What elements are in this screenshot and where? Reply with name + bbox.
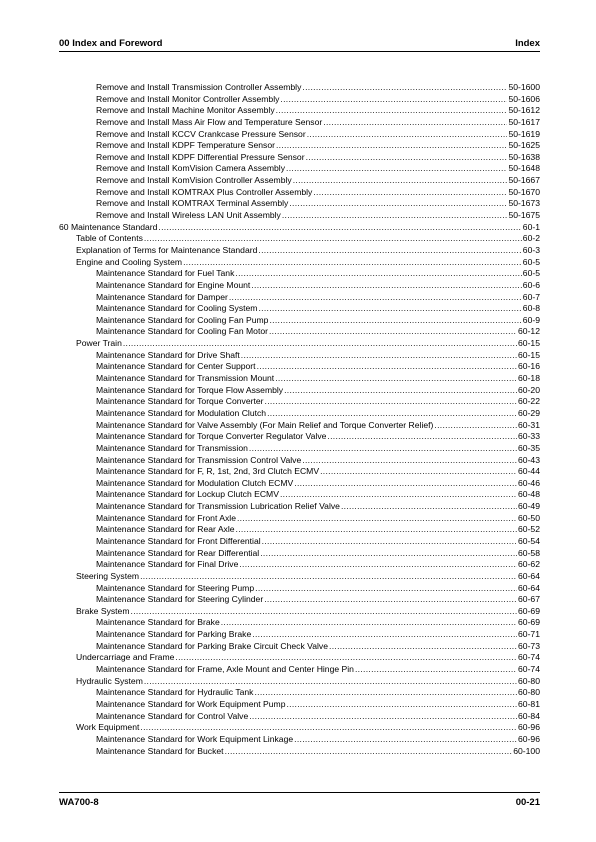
dot-leader <box>276 140 507 152</box>
toc-entry-page: 60-43 <box>518 454 540 465</box>
toc-entry-page: 50-1667 <box>508 175 540 186</box>
toc-entry[interactable] <box>59 326 540 338</box>
toc-entry[interactable] <box>59 233 540 245</box>
toc-entry-title: Maintenance Standard for Brake <box>96 617 220 628</box>
footer-page-number: 00-21 <box>515 797 540 808</box>
toc-entry-title: Maintenance Standard for Cooling Fan Pump <box>96 314 269 325</box>
toc-entry[interactable] <box>59 583 540 595</box>
dot-leader <box>355 664 517 676</box>
toc-entry-title: Maintenance Standard for Cooling System <box>96 303 258 314</box>
toc-entry-title: Remove and Install KDPF Temperature Sensor <box>96 140 275 151</box>
toc-entry[interactable] <box>59 373 540 385</box>
toc-entry-page: 60-15 <box>518 338 540 349</box>
toc-entry-title: Maintenance Standard for Front Axle <box>96 512 236 523</box>
header-section-title: 00 Index and Foreword <box>59 38 163 49</box>
page-footer <box>59 797 540 808</box>
toc-entry[interactable] <box>59 303 540 315</box>
toc-entry-page: 60-2 <box>522 233 540 244</box>
toc-entry-title: Brake System <box>76 605 130 616</box>
toc-entry-title: Maintenance Standard for Hydraulic Tank <box>96 687 254 698</box>
toc-entry-title: Maintenance Standard for Engine Mount <box>96 279 251 290</box>
toc-entry-title: Remove and Install KCCV Crankcase Pressure Sensor <box>96 128 306 139</box>
toc-entry[interactable] <box>59 664 540 676</box>
toc-entry-title: Maintenance Standard for Modulation Clutch <box>96 407 267 418</box>
toc-entry-title: Remove and Install KOMTRAX Plus Controller Assembly <box>96 186 313 197</box>
toc-entry-title: Remove and Install KOMTRAX Terminal Assembly <box>96 198 289 209</box>
toc-entry-title: Maintenance Standard for Torque Converter Regulator Valve <box>96 431 327 442</box>
dot-leader <box>262 536 517 548</box>
dot-leader <box>131 606 518 618</box>
dot-leader <box>289 198 507 210</box>
dot-leader <box>257 361 517 373</box>
toc-entry[interactable] <box>59 676 540 688</box>
toc-entry-title: Maintenance Standard for Final Drive <box>96 559 239 570</box>
toc-entry[interactable] <box>59 117 540 129</box>
dot-leader <box>267 408 517 420</box>
toc-entry[interactable] <box>59 385 540 397</box>
toc-entry-title: Remove and Install KomVision Controller Assembly <box>96 175 292 186</box>
dot-leader <box>241 350 517 362</box>
toc-entry-title: Power Train <box>76 338 122 349</box>
dot-leader <box>239 559 517 571</box>
toc-entry-title: Maintenance Standard for Cooling Fan Motor <box>96 326 268 337</box>
toc-entry[interactable] <box>59 687 540 699</box>
toc-entry-page: 60-5 <box>522 268 540 279</box>
toc-entry-page: 60-9 <box>522 314 540 325</box>
toc-entry-page: 50-1600 <box>508 82 540 92</box>
toc-entry-page: 60-81 <box>518 698 540 709</box>
toc-entry[interactable] <box>59 129 540 141</box>
dot-leader <box>294 734 517 746</box>
toc-entry-title: Maintenance Standard for Bucket <box>96 745 224 756</box>
toc-entry[interactable] <box>59 501 540 513</box>
toc-entry-title: Maintenance Standard for Work Equipment Pump <box>96 698 286 709</box>
header-rule <box>59 51 540 52</box>
toc-entry-title: Maintenance Standard for Center Support <box>96 361 256 372</box>
dot-leader <box>286 699 517 711</box>
dot-leader <box>140 722 517 734</box>
toc-entry-title: Table of Contents <box>76 233 143 244</box>
toc-entry-page: 50-1617 <box>508 116 540 127</box>
toc-entry[interactable] <box>59 466 540 478</box>
toc-entry[interactable] <box>59 559 540 571</box>
toc-entry-page: 60-33 <box>518 431 540 442</box>
toc-entry-page: 60-31 <box>518 419 540 430</box>
dot-leader <box>323 117 507 129</box>
dot-leader <box>341 501 517 513</box>
toc-entry[interactable] <box>59 361 540 373</box>
toc-entry[interactable] <box>59 652 540 664</box>
dot-leader <box>254 687 517 699</box>
dot-leader <box>144 676 517 688</box>
dot-leader <box>327 431 517 443</box>
toc-entry-page: 50-1670 <box>508 186 540 197</box>
toc-entry[interactable] <box>59 268 540 280</box>
toc-entry-title: Maintenance Standard for Transmission Mount <box>96 373 275 384</box>
toc-entry-title: Work Equipment <box>76 722 140 733</box>
toc-entry-title: Maintenance Standard for Damper <box>96 291 228 302</box>
toc-entry[interactable] <box>59 455 540 467</box>
dot-leader <box>302 82 507 94</box>
toc-entry-page: 60-48 <box>518 489 540 500</box>
toc-entry[interactable] <box>59 257 540 269</box>
dot-leader <box>302 455 517 467</box>
dot-leader <box>306 152 508 164</box>
dot-leader <box>275 373 517 385</box>
toc-entry[interactable] <box>59 338 540 350</box>
toc-entry-title: Remove and Install KomVision Camera Assembly <box>96 163 285 174</box>
toc-entry[interactable] <box>59 280 540 292</box>
toc-entry-page: 60-15 <box>518 349 540 360</box>
toc-entry-title: Maintenance Standard for Parking Brake Circuit Check Valve <box>96 640 328 651</box>
toc-entry-page: 60-54 <box>518 535 540 546</box>
toc-entry-page: 50-1612 <box>508 105 540 116</box>
dot-leader <box>258 303 521 315</box>
toc-entry-page: 60-69 <box>518 605 540 616</box>
toc-entry[interactable] <box>59 94 540 106</box>
toc-entry-page: 60-96 <box>518 722 540 733</box>
toc-entry-title: Maintenance Standard for F, R, 1st, 2nd, 3rd Clutch ECMV <box>96 466 320 477</box>
dot-leader <box>269 326 517 338</box>
toc-entry[interactable] <box>59 222 540 234</box>
toc-entry[interactable] <box>59 629 540 641</box>
toc-entry-title: Explanation of Terms for Maintenance Standard <box>76 244 258 255</box>
toc-entry-title: Remove and Install Monitor Controller Assembly <box>96 93 280 104</box>
toc-entry-page: 60-7 <box>522 291 540 302</box>
toc-entry-page: 60-3 <box>522 244 540 255</box>
dot-leader <box>123 338 517 350</box>
dot-leader <box>260 548 517 560</box>
toc-entry[interactable] <box>59 443 540 455</box>
toc-entry[interactable] <box>59 536 540 548</box>
table-of-contents <box>59 82 540 757</box>
toc-entry-title: Undercarriage and Frame <box>76 652 175 663</box>
toc-entry-title: Maintenance Standard for Frame, Axle Mount and Center Hinge Pin <box>96 664 354 675</box>
dot-leader <box>249 443 517 455</box>
toc-entry-page: 60-8 <box>522 303 540 314</box>
dot-leader <box>280 94 507 106</box>
toc-entry-page: 60-22 <box>518 396 540 407</box>
toc-entry-title: Remove and Install Machine Monitor Assembly <box>96 105 275 116</box>
toc-entry-page: 60-46 <box>518 477 540 488</box>
toc-entry-title: Maintenance Standard for Torque Converter <box>96 396 264 407</box>
dot-leader <box>265 396 517 408</box>
dot-leader <box>236 524 517 536</box>
toc-entry-title: Maintenance Standard for Transmission <box>96 442 248 453</box>
toc-entry-page: 60-16 <box>518 361 540 372</box>
dot-leader <box>140 571 517 583</box>
toc-entry[interactable] <box>59 245 540 257</box>
toc-entry-page: 50-1625 <box>508 140 540 151</box>
toc-entry-title: Maintenance Standard for Steering Cylinder <box>96 594 264 605</box>
toc-entry-page: 60-84 <box>518 710 540 721</box>
toc-entry-page: 60-50 <box>518 512 540 523</box>
toc-entry-page: 60-20 <box>518 384 540 395</box>
toc-entry[interactable] <box>59 524 540 536</box>
toc-entry[interactable] <box>59 617 540 629</box>
toc-entry-page: 60-35 <box>518 442 540 453</box>
toc-entry[interactable] <box>59 210 540 222</box>
dot-leader <box>264 594 517 606</box>
toc-entry-page: 50-1675 <box>508 210 540 221</box>
footer-rule <box>59 792 540 793</box>
toc-entry-page: 60-73 <box>518 640 540 651</box>
toc-entry-page: 60-69 <box>518 617 540 628</box>
toc-entry-page: 60-52 <box>518 524 540 535</box>
dot-leader <box>320 466 517 478</box>
toc-entry-page: 60-18 <box>518 373 540 384</box>
toc-entry[interactable] <box>59 175 540 187</box>
toc-entry[interactable] <box>59 163 540 175</box>
toc-entry[interactable] <box>59 571 540 583</box>
toc-entry-page: 60-58 <box>518 547 540 558</box>
dot-leader <box>280 489 517 501</box>
dot-leader <box>269 315 521 327</box>
toc-entry-title: Maintenance Standard for Modulation Clutch ECMV <box>96 477 294 488</box>
toc-entry[interactable] <box>59 734 540 746</box>
toc-entry-title: Remove and Install Transmission Controller Assembly <box>96 82 302 92</box>
toc-entry-page: 60-74 <box>518 652 540 663</box>
toc-entry-title: Maintenance Standard for Rear Axle <box>96 524 235 535</box>
toc-entry-page: 50-1638 <box>508 151 540 162</box>
dot-leader <box>329 641 517 653</box>
toc-entry-title: Maintenance Standard for Transmission Control Valve <box>96 454 302 465</box>
header-index-label: Index <box>515 38 540 49</box>
toc-entry-page: 60-67 <box>518 594 540 605</box>
dot-leader <box>313 187 507 199</box>
toc-entry[interactable] <box>59 513 540 525</box>
toc-entry-page: 60-64 <box>518 582 540 593</box>
toc-entry[interactable] <box>59 396 540 408</box>
toc-entry-title: Maintenance Standard for Lockup Clutch ECMV <box>96 489 279 500</box>
toc-entry-title: Maintenance Standard for Torque Flow Assembly <box>96 384 284 395</box>
dot-leader <box>276 105 508 117</box>
toc-entry-page: 60-62 <box>518 559 540 570</box>
toc-entry-title: Maintenance Standard for Work Equipment Linkage <box>96 733 294 744</box>
toc-entry[interactable] <box>59 187 540 199</box>
toc-entry-title: Maintenance Standard for Valve Assembly (For Main Relief and Torque Converter Relief) <box>96 419 434 430</box>
toc-entry-title: Remove and Install Mass Air Flow and Temperature Sensor <box>96 116 323 127</box>
toc-entry-page: 50-1648 <box>508 163 540 174</box>
toc-entry-title: Engine and Cooling System <box>76 256 183 267</box>
toc-entry-page: 60-80 <box>518 687 540 698</box>
dot-leader <box>144 233 522 245</box>
toc-entry-title: Remove and Install Wireless LAN Unit Assembly <box>96 210 281 221</box>
toc-entry[interactable] <box>59 594 540 606</box>
toc-entry[interactable] <box>59 722 540 734</box>
toc-entry-title: Maintenance Standard for Rear Differential <box>96 547 260 558</box>
dot-leader <box>294 478 517 490</box>
toc-entry-title: Steering System <box>76 570 140 581</box>
dot-leader <box>183 257 522 269</box>
toc-entry-page: 60-49 <box>518 501 540 512</box>
toc-entry[interactable] <box>59 699 540 711</box>
dot-leader <box>286 163 507 175</box>
toc-entry[interactable] <box>59 431 540 443</box>
toc-entry-title: Maintenance Standard for Drive Shaft <box>96 349 240 360</box>
dot-leader <box>258 245 521 257</box>
dot-leader <box>307 129 508 141</box>
toc-entry[interactable] <box>59 478 540 490</box>
dot-leader <box>251 280 521 292</box>
dot-leader <box>225 746 513 758</box>
dot-leader <box>249 711 517 723</box>
toc-entry[interactable] <box>59 350 540 362</box>
toc-entry-page: 60-100 <box>513 745 540 756</box>
toc-entry[interactable] <box>59 746 540 758</box>
toc-entry[interactable] <box>59 606 540 618</box>
toc-entry[interactable] <box>59 408 540 420</box>
toc-entry-page: 60-80 <box>518 675 540 686</box>
toc-entry-page: 60-71 <box>518 629 540 640</box>
footer-model: WA700-8 <box>59 797 99 808</box>
toc-entry-title: Maintenance Standard for Control Valve <box>96 710 249 721</box>
toc-entry-page: 60-1 <box>522 221 540 232</box>
toc-entry[interactable] <box>59 198 540 210</box>
toc-entry[interactable] <box>59 105 540 117</box>
dot-leader <box>282 210 508 222</box>
dot-leader <box>221 617 517 629</box>
toc-entry[interactable] <box>59 711 540 723</box>
dot-leader <box>255 583 517 595</box>
page-header <box>59 38 540 49</box>
toc-entry[interactable] <box>59 292 540 304</box>
toc-entry-page: 50-1619 <box>508 128 540 139</box>
dot-leader <box>293 175 508 187</box>
dot-leader <box>229 292 522 304</box>
toc-entry-title: Remove and Install KDPF Differential Pressure Sensor <box>96 151 305 162</box>
dot-leader <box>158 222 521 234</box>
toc-entry[interactable] <box>59 489 540 501</box>
toc-entry-page: 60-74 <box>518 664 540 675</box>
toc-entry[interactable] <box>59 152 540 164</box>
toc-entry[interactable] <box>59 420 540 432</box>
toc-entry-page: 60-29 <box>518 407 540 418</box>
dot-leader <box>434 420 517 432</box>
toc-entry[interactable] <box>59 82 540 94</box>
toc-entry-page: 60-44 <box>518 466 540 477</box>
toc-entry[interactable] <box>59 315 540 327</box>
toc-entry-title: Hydraulic System <box>76 675 143 686</box>
dot-leader <box>235 268 521 280</box>
dot-leader <box>284 385 517 397</box>
toc-entry-title: Maintenance Standard for Steering Pump <box>96 582 255 593</box>
toc-entry[interactable] <box>59 140 540 152</box>
toc-entry-title: Maintenance Standard for Parking Brake <box>96 629 252 640</box>
dot-leader <box>252 629 517 641</box>
toc-entry-title: 60 Maintenance Standard <box>59 221 158 232</box>
toc-entry-page: 60-64 <box>518 570 540 581</box>
dot-leader <box>175 652 517 664</box>
toc-entry-page: 50-1673 <box>508 198 540 209</box>
toc-entry-page: 60-5 <box>522 256 540 267</box>
toc-entry-page: 60-6 <box>522 279 540 290</box>
toc-entry-page: 60-12 <box>518 326 540 337</box>
dot-leader <box>237 513 517 525</box>
toc-entry-title: Maintenance Standard for Fuel Tank <box>96 268 235 279</box>
toc-entry[interactable] <box>59 641 540 653</box>
toc-entry-page: 60-96 <box>518 733 540 744</box>
toc-entry-title: Maintenance Standard for Front Differential <box>96 535 261 546</box>
toc-entry-page: 50-1606 <box>508 93 540 104</box>
toc-entry-title: Maintenance Standard for Transmission Lubrication Relief Valve <box>96 501 340 512</box>
toc-entry[interactable] <box>59 548 540 560</box>
